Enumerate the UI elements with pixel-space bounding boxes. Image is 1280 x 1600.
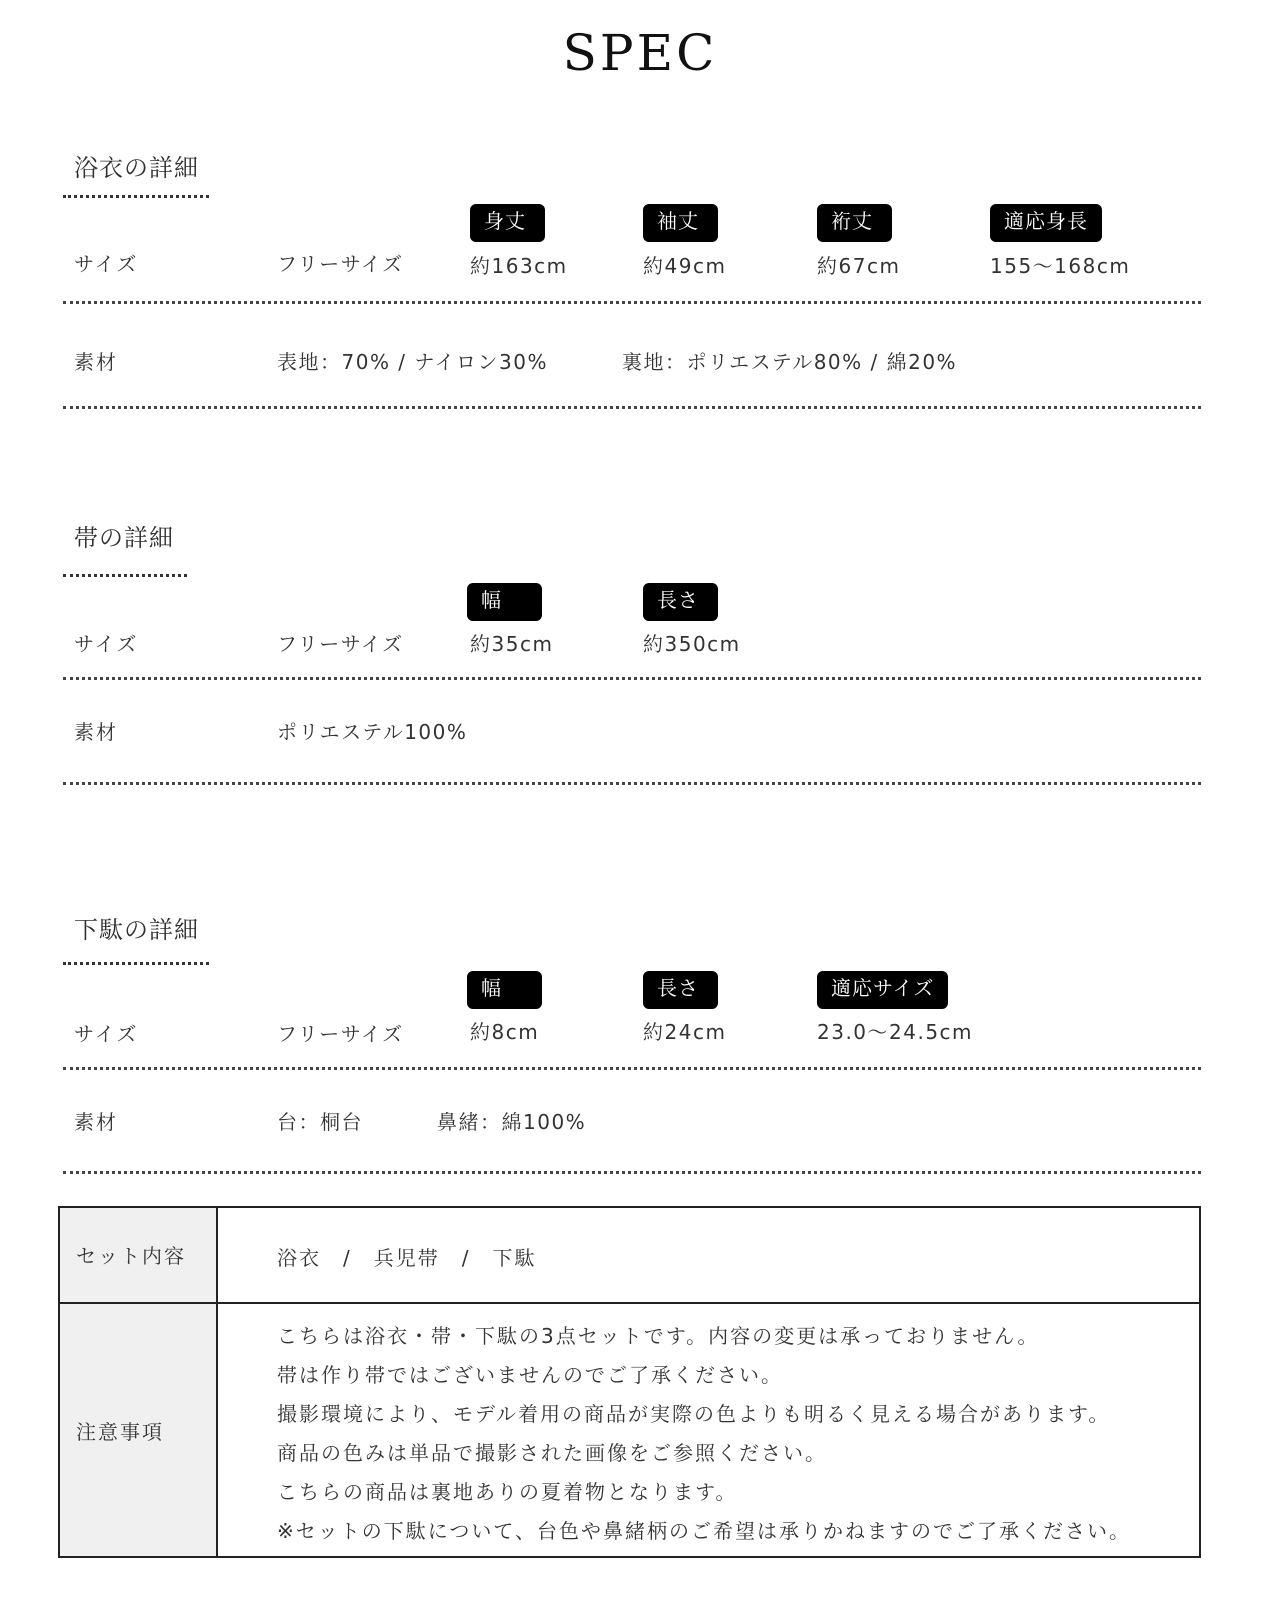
- heading-underline: [63, 574, 187, 577]
- material-value: ポリエステル100%: [277, 720, 468, 744]
- material-label: 素材: [74, 350, 118, 374]
- measure-badge: 長さ: [643, 971, 718, 1009]
- size-value: フリーサイズ: [277, 252, 404, 276]
- measure-value: 約35cm: [470, 632, 554, 656]
- measure-value: 約24cm: [643, 1020, 727, 1044]
- measure-badge: 幅: [467, 971, 542, 1009]
- page-title: SPEC: [562, 24, 718, 82]
- measure-badge: 幅: [467, 583, 542, 621]
- measure-value: 23.0〜24.5cm: [817, 1020, 974, 1044]
- row-divider: [63, 782, 1201, 785]
- measure-value: 約67cm: [817, 254, 901, 278]
- note-line: こちらは浴衣・帯・下駄の3点セットです。内容の変更は承っておりません。: [277, 1324, 1040, 1348]
- material-label: 素材: [74, 1110, 118, 1134]
- heading-underline: [63, 962, 209, 965]
- set-contents-value: 浴衣 / 兵児帯 / 下駄: [277, 1246, 537, 1270]
- row-divider: [63, 406, 1201, 409]
- size-value: フリーサイズ: [277, 632, 404, 656]
- material-strap: 鼻緒：綿100%: [437, 1110, 587, 1134]
- measure-value: 約350cm: [643, 632, 741, 656]
- obi-heading: 帯の詳細: [74, 524, 174, 552]
- material-lining: 裏地：ポリエステル80% / 綿20%: [622, 350, 958, 374]
- material-label: 素材: [74, 720, 118, 744]
- measure-badge: 袖丈: [643, 204, 718, 242]
- note-line: こちらの商品は裏地ありの夏着物となります。: [277, 1480, 738, 1504]
- set-contents-label: セット内容: [76, 1244, 186, 1268]
- measure-badge: 長さ: [643, 583, 718, 621]
- note-line: 撮影環境により、モデル着用の商品が実際の色よりも明るく見える場合があります。: [277, 1402, 1111, 1426]
- note-line: 帯は作り帯ではございませんのでご了承ください。: [277, 1363, 783, 1387]
- size-value: フリーサイズ: [277, 1022, 404, 1046]
- measure-badge: 適応サイズ: [817, 971, 948, 1009]
- material-outer: 表地：70% / ナイロン30%: [277, 350, 548, 374]
- measure-value: 約8cm: [470, 1020, 540, 1044]
- measure-value: 約163cm: [470, 254, 568, 278]
- row-divider: [63, 677, 1201, 680]
- geta-heading: 下駄の詳細: [74, 916, 199, 944]
- measure-badge: 適応身長: [990, 204, 1102, 242]
- row-divider: [63, 1067, 1201, 1070]
- notes-label: 注意事項: [76, 1420, 164, 1444]
- measure-value: 約49cm: [643, 254, 727, 278]
- material-base: 台：桐台: [277, 1110, 363, 1134]
- row-divider: [63, 1171, 1201, 1174]
- measure-badge: 身丈: [470, 204, 545, 242]
- row-divider: [63, 301, 1201, 304]
- note-line: ※セットの下駄について、台色や鼻緒柄のご希望は承りかねますのでご了承ください。: [277, 1519, 1131, 1543]
- yukata-heading: 浴衣の詳細: [74, 154, 199, 182]
- measure-badge: 裄丈: [817, 204, 892, 242]
- size-label: サイズ: [74, 1022, 139, 1046]
- set-info-table: [58, 1206, 1201, 1558]
- heading-underline: [63, 195, 209, 198]
- note-line: 商品の色みは単品で撮影された画像をご参照ください。: [277, 1441, 827, 1465]
- table-divider: [60, 1302, 1199, 1304]
- measure-value: 155〜168cm: [990, 254, 1131, 278]
- size-label: サイズ: [74, 252, 139, 276]
- size-label: サイズ: [74, 632, 139, 656]
